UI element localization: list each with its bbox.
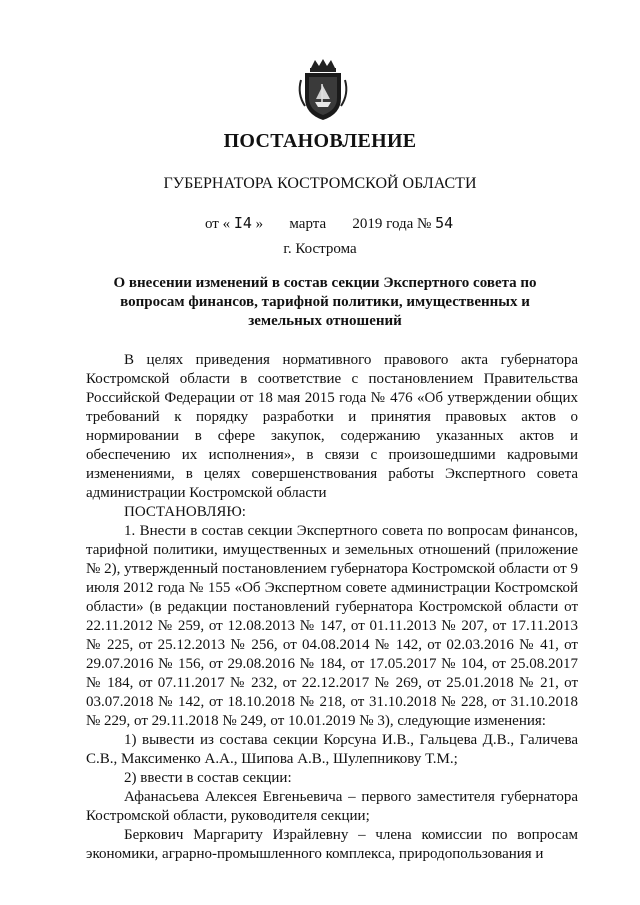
- date-month: марта: [289, 216, 327, 232]
- date-prefix: от «: [205, 216, 231, 232]
- paragraph-item-1: 1. Внести в состав секции Экспертного совета по вопросам финансов, тарифной политики, имущественных и земельных отношений (приложение № 2), утвержденный постановлением губернатора Костромской области от 9 июля 2012 года № 155 «Об Экспертном совете администрации Костромской области» (в редакции постановлений губернатора Костромской области от 22.11.2012 № 259, от 12.08.2013 № 147, от 01.11.2013 № 207, от 17.11.2013 № 225, от 25.12.2013 № 256, от 04.08.2014 № 142, от 02.03.2016 № 41, от 29.07.2016 № 156, от 29.08.2016 № 184, от 17.05.2017 № 104, от 25.08.2017 № 184, от 07.11.2017 № 232, от 22.12.2017 № 269, от 25.01.2018 № 21, от 03.07.2018 № 142, от 18.10.2018 № 218, от 31.10.2018 № 228, от 31.10.2018 № 229, от 29.11.2018 № 249, от 10.01.2019 № 3), следующие изменения:: [86, 523, 578, 729]
- paragraph-preamble: В целях приведения нормативного правового акта губернатора Костромской области в соответствие с постановлением Правительства Российской Федерации от 18 мая 2015 года № 476 «Об утверждении общих требований к порядку разработки и принятия правовых актов о нормировании в сфере закупок, содержанию указанных актов и обеспечению их исполнения», в связи с произошедшими кадровыми изменениями, в целях совершенствования работы Экспертного совета администрации Костромской области: [86, 352, 578, 501]
- coat-of-arms-emblem: [295, 58, 351, 122]
- document-number: 54: [435, 214, 454, 232]
- paragraph-member-afanasyev: Афанасьева Алексея Евгеньевича – первого заместителя губернатора Костромской области, руководителя секции;: [86, 789, 578, 824]
- paragraph-resolve: ПОСТАНОВЛЯЮ:: [124, 504, 246, 520]
- issuer-title: ГУБЕРНАТОРА КОСТРОМСКОЙ ОБЛАСТИ: [163, 175, 477, 192]
- paragraph-subitem-2: 2) ввести в состав секции:: [124, 770, 292, 786]
- issue-city: г. Кострома: [283, 241, 357, 257]
- document-title: ПОСТАНОВЛЕНИЕ: [223, 130, 417, 152]
- date-day: I4: [233, 214, 252, 232]
- document-date-line: [205, 214, 453, 233]
- date-year-number-label: 2019 года №: [352, 216, 432, 232]
- paragraph-member-berkovich: Беркович Маргариту Израйлевну – члена комиссии по вопросам экономики, аграрно-промышленного комплекса, природопользования и: [86, 827, 578, 862]
- date-separator: »: [255, 216, 264, 232]
- document-body: [86, 351, 578, 864]
- document-heading: О внесении изменений в состав секции Экспертного совета по вопросам финансов, тарифной политики, имущественных и земельных отношений: [113, 275, 537, 329]
- paragraph-subitem-1: 1) вывести из состава секции Корсуна И.В., Гальцева Д.В., Галичева С.В., Максименко А.А., Шипова А.В., Шулепникову Т.М.;: [86, 732, 578, 767]
